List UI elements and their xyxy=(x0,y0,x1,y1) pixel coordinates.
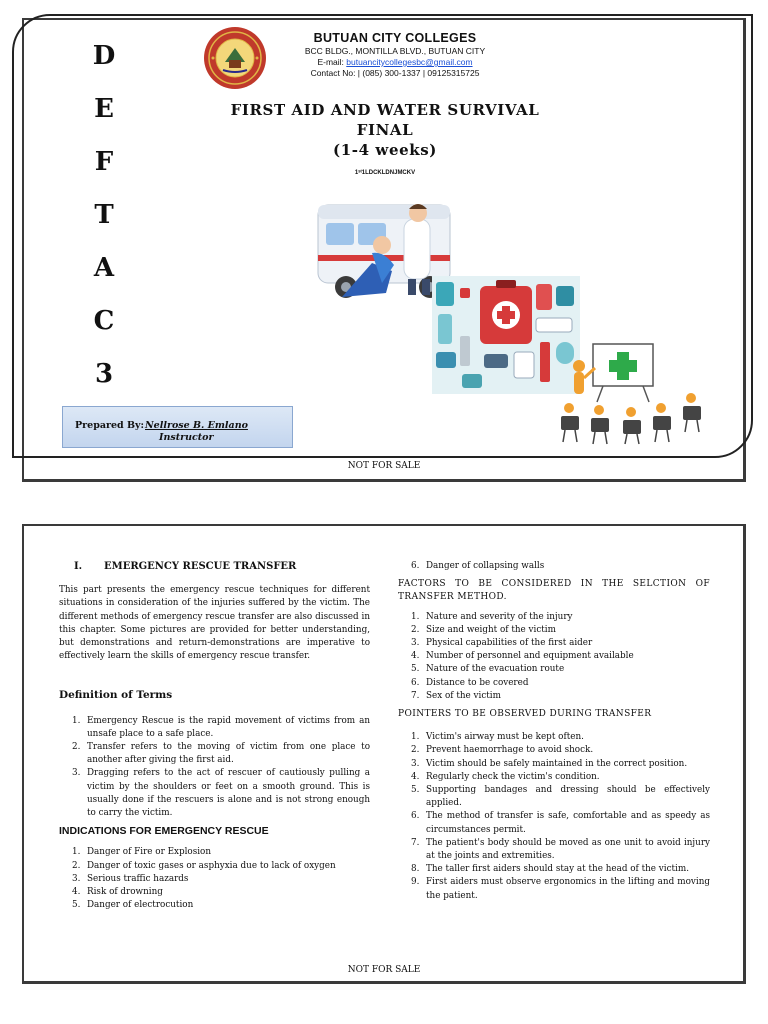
list-item: 2. Size and weight of the victim xyxy=(411,624,556,635)
college-name: BUTUAN CITY COLLEGES xyxy=(313,31,477,45)
pointers-heading: POINTERS TO BE OBSERVED DURING TRANSFER xyxy=(398,709,652,720)
course-title: FIRST AID AND WATER SURVIVAL xyxy=(230,101,540,119)
first-aid-training-illustration xyxy=(553,338,711,446)
college-contact: Contact No: | (085) 300-1337 | 09125315725 xyxy=(310,68,480,78)
list-item: 1. Nature and severity of the injury xyxy=(411,611,573,622)
list-item: 6. Danger of collapsing walls xyxy=(411,561,545,571)
list-item: 6. The method of transfer is safe, comfortable and as speedy as circumstances permit. xyxy=(411,811,710,835)
list-item: 2. Transfer refers to the moving of victim from one place to another after giving the first aid. xyxy=(72,742,370,766)
indications-heading: INDICATIONS FOR EMERGENCY RESCUE xyxy=(59,825,269,838)
course-letter: T xyxy=(94,200,114,230)
right-column xyxy=(398,560,710,903)
list-item: 1. Danger of Fire or Explosion xyxy=(72,847,211,858)
college-seal-icon xyxy=(203,26,267,90)
list-item: 1. Emergency Rescue is the rapid movement of victims from an unsafe place to a safe place. xyxy=(72,715,370,739)
list-item: 9. First aiders must observe ergonomics in the lifting and moving the patient. xyxy=(411,877,710,901)
definition-heading: Definition of Terms xyxy=(59,689,173,702)
college-email-link[interactable]: butuancitycollegesbc@gmail.com xyxy=(346,57,473,67)
section-heading xyxy=(59,560,370,573)
list-item: 5. Supporting bandages and dressing should be effectively applied. xyxy=(411,785,710,809)
list-item: 2. Danger of toxic gases or asphyxia due to lack of oxygen xyxy=(72,860,336,871)
course-letter: F xyxy=(94,147,114,177)
course-weeks: (1-4 weeks) xyxy=(333,141,437,159)
course-subtitle: FINAL xyxy=(356,121,414,139)
prepared-by-label: Prepared By: xyxy=(75,420,145,431)
section-title: EMERGENCY RESCUE TRANSFER xyxy=(104,561,297,572)
list-item: 4. Number of personnel and equipment available xyxy=(411,651,634,662)
course-letter: A xyxy=(93,253,115,283)
list-item: 1. Victim's airway must be kept often. xyxy=(411,732,584,743)
list-item: 3. Dragging refers to the act of rescuer of cautiously pulling a victim by the shoulders or feet on a smooth ground. This is usually done if the rescuers is alone and is not strong enough to carry the victim. xyxy=(72,768,370,819)
list-item: 2. Prevent haemorrhage to avoid shock. xyxy=(411,745,594,756)
course-letter: D xyxy=(92,41,116,71)
vertical-course-code xyxy=(87,30,121,401)
email-label: E-mail: xyxy=(317,57,344,67)
list-item: 7. Sex of the victim xyxy=(411,690,501,701)
list-item: 3. Serious traffic hazards xyxy=(72,873,189,884)
pointers-list xyxy=(398,731,710,903)
indications-list-continued xyxy=(398,560,710,573)
list-item: 5. Nature of the evacuation route xyxy=(411,664,565,675)
list-item: 3. Physical capabilities of the first aider xyxy=(411,638,593,649)
college-email-line xyxy=(270,57,520,68)
course-letter: 3 xyxy=(94,359,114,389)
list-item: 3. Victim should be safely maintained in the correct position. xyxy=(411,758,688,769)
document-code: 1ˢᵗ1LDCKLDNJMCKV xyxy=(354,170,416,176)
content-footer: NOT FOR SALE xyxy=(347,965,421,975)
instructor-role: Instructor xyxy=(159,432,214,443)
factors-heading: FACTORS TO BE CONSIDERED IN THE SELCTION OF TRANSFER METHOD. xyxy=(398,579,710,603)
course-letter: C xyxy=(93,306,115,336)
course-letter: E xyxy=(94,94,114,124)
list-item: 8. The taller first aiders should stay at the head of the victim. xyxy=(411,864,689,875)
college-address: BCC BLDG., MONTILLA BLVD., BUTUAN CITY xyxy=(304,46,486,56)
list-item: 5. Danger of electrocution xyxy=(72,900,194,911)
definition-list xyxy=(59,715,370,821)
list-item: 4. Risk of drowning xyxy=(72,887,163,898)
left-column xyxy=(59,560,370,912)
factors-list xyxy=(398,611,710,703)
list-item: 4. Regularly check the victim's condition. xyxy=(411,771,600,782)
section-number: I. xyxy=(74,561,83,572)
instructor-name: Nellrose B. Emlano xyxy=(145,420,248,431)
intro-paragraph: This part presents the emergency rescue techniques for different situations in consideration of the injuries suffered by the victim. The different methods of emergency rescue transfer are also discussed in this chapter. Some pictures are provided for better understanding, but demonstrations and return-demonstrations are imperative to effectively learn the skills of emergency rescue transfer. xyxy=(59,585,370,662)
indications-list xyxy=(59,846,370,912)
list-item: 7. The patient's body should be moved as one unit to avoid injury at the joints and extremities. xyxy=(411,837,710,862)
prepared-by-box xyxy=(62,406,293,448)
cover-footer: NOT FOR SALE xyxy=(347,461,421,471)
list-item: 6. Distance to be covered xyxy=(411,677,529,688)
